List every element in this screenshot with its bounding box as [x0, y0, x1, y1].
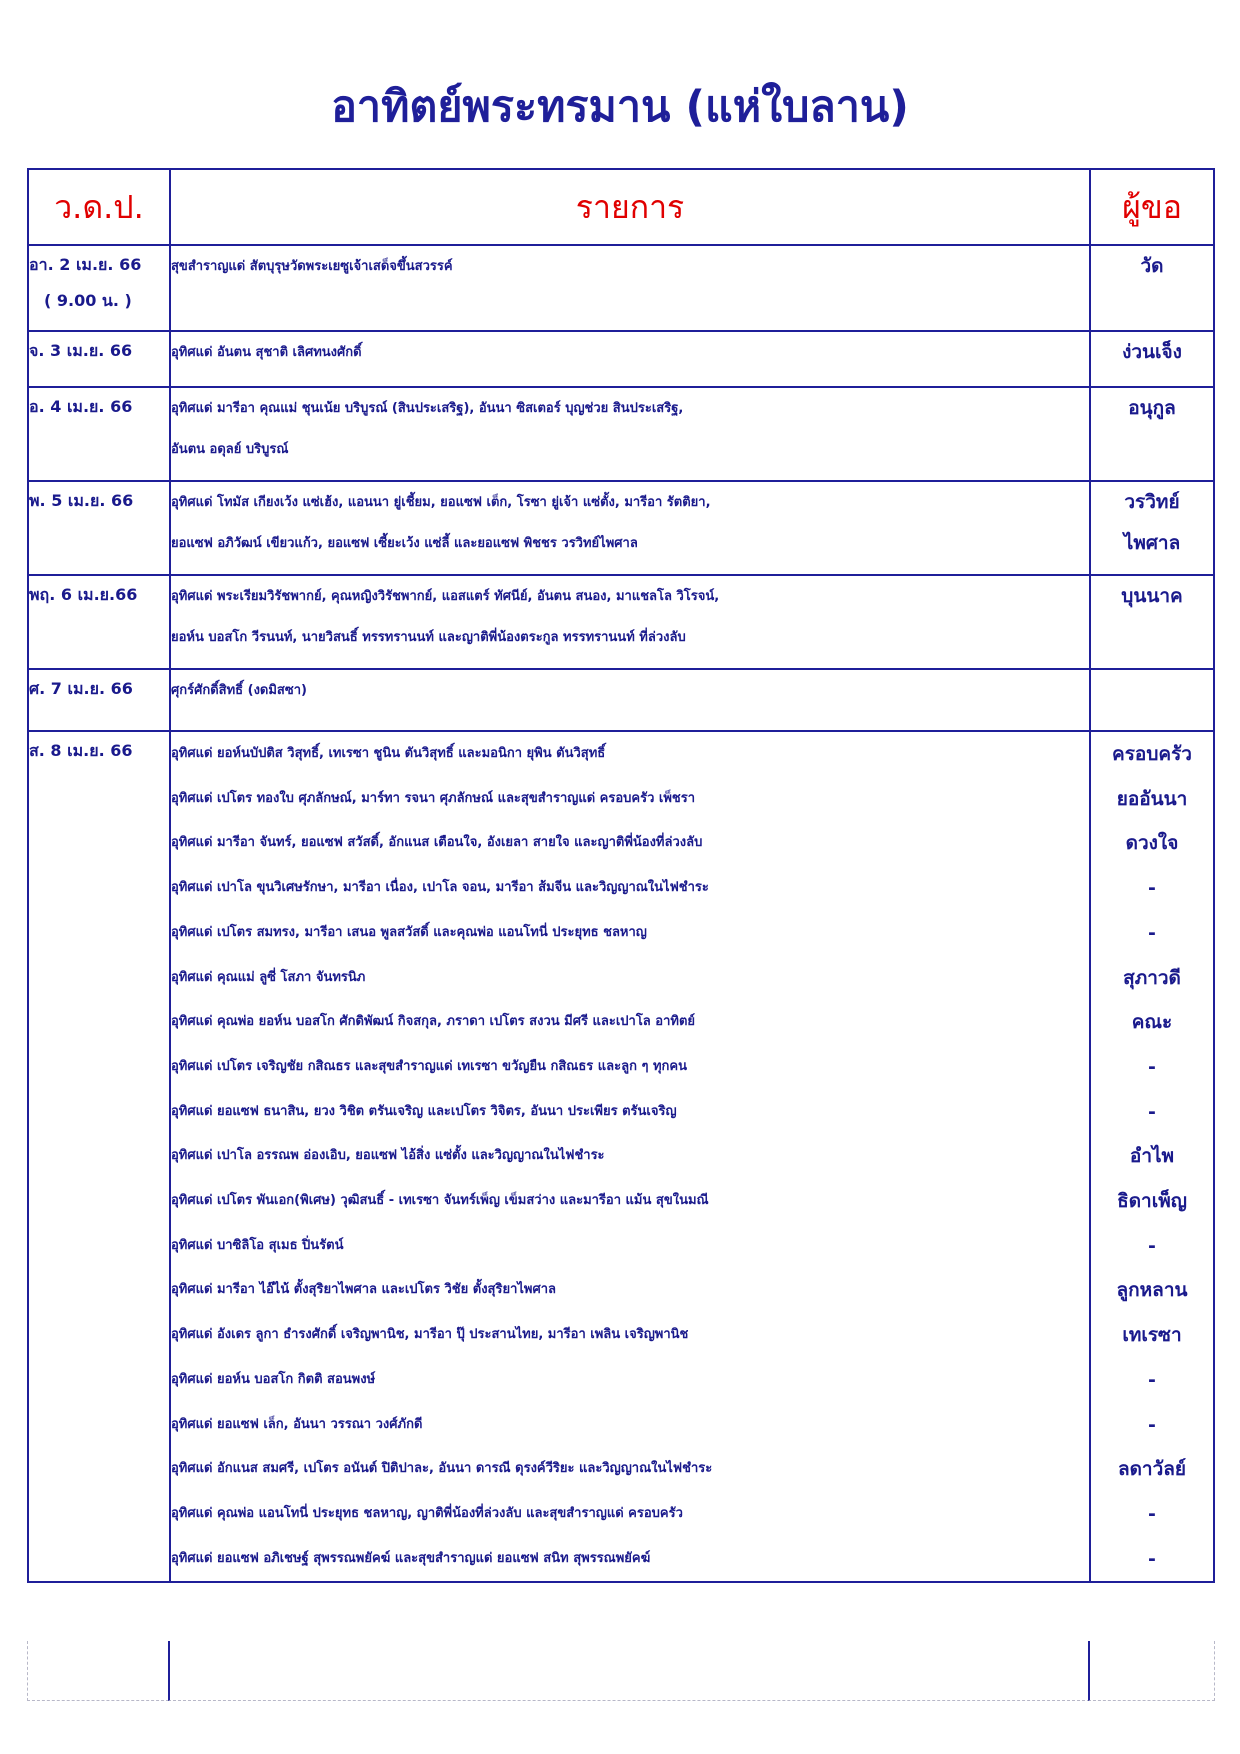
intention-line: อุทิศแด่ เปาโล อรรณพ อ่องเอิบ, ยอแซฟ ไอ้สิ่ง แซ่ตั้ง และวิญญาณในไฟชำระ — [171, 1148, 605, 1164]
table-row — [28, 245, 1214, 331]
row-requester — [1090, 669, 1214, 731]
requester-name: - — [1148, 1055, 1156, 1078]
header-date: ว.ด.ป. — [28, 169, 170, 245]
table-row — [28, 481, 1214, 575]
row-requester — [1090, 575, 1214, 669]
row-date — [28, 387, 170, 481]
intention-line: อันตน อดุลย์ บริบูรณ์ — [171, 442, 289, 457]
requester-name: วัด — [1140, 255, 1164, 277]
date-text: พ. 5 เม.ย. 66 — [29, 491, 134, 510]
row-date — [28, 669, 170, 731]
requester-name: ลดาวัลย์ — [1117, 1458, 1187, 1481]
requester-name: ธิดาเพ็ญ — [1117, 1190, 1187, 1213]
intention-line: อุทิศแด่ ยอห์น บอสโก กิตติ สอนพงษ์ — [171, 1371, 376, 1387]
intention-line: สุขสำราญแด่ สัตบุรุษวัดพระเยซูเจ้าเสด็จขึ้นสวรรค์ — [171, 259, 453, 274]
intention-line: อุทิศแด่ มารีอา ไอ๊ไน้ ตั้งสุริยาไพศาล และเปโตร วิชัย ตั้งสุริยาไพศาล — [171, 1282, 557, 1298]
row-date — [28, 731, 170, 1582]
table-body — [28, 245, 1214, 1582]
requester-name: อำไพ — [1129, 1145, 1175, 1168]
intention-line: อุทิศแด่ เปโตร สมทรง, มารีอา เสนอ พูลสวัสดิ์ และคุณพ่อ แอนโทนี่ ประยุทธ ชลหาญ — [171, 924, 647, 940]
intention-line: อุทิศแด่ เปโตร พันเอก(พิเศษ) วุฒิสนธิ์ - เทเรซา จันทร์เพ็ญ เข็มสว่าง และมารีอา แม้น สุขในมณี — [171, 1193, 709, 1209]
date-text: อ. 4 เม.ย. 66 — [29, 397, 133, 416]
intention-line: อุทิศแด่ เปโตร เจริญชัย กสิณธร และสุขสำราญแด่ เทเรซา ขวัญยืน กสิณธร และลูก ๆ ทุกคน — [171, 1058, 688, 1074]
mass-intentions-table — [27, 168, 1215, 1583]
requester-name: - — [1148, 1502, 1156, 1525]
row-items — [170, 481, 1090, 575]
row-items — [170, 387, 1090, 481]
requester-name: คณะ — [1131, 1011, 1173, 1034]
date-text: พฤ. 6 เม.ย.66 — [29, 585, 138, 604]
requester-name: ครอบครัว — [1112, 743, 1192, 765]
intention-line: ศุกร์ศักดิ์สิทธิ์ (งดมิสซา) — [171, 683, 307, 698]
intention-line: อุทิศแด่ เปาโล ขุนวิเศษรักษา, มารีอา เนื่อง, เปาโล จอน, มารีอา ส้มจีน และวิญญาณในไฟชำระ — [171, 880, 709, 896]
intention-line: อุทิศแด่ ยอห์นบัปติส วิสุทธิ์, เทเรซา ชูนิน ตันวิสุทธิ์ และมอนิกา ยุพิน ตันวิสุทธิ์ — [171, 746, 606, 761]
requester-name: ลูกหลาน — [1116, 1279, 1188, 1302]
intention-line: อุทิศแด่ คุณแม่ ลูซี่ โสภา จันทรนิภ — [171, 969, 366, 985]
empty-footer-row — [27, 1641, 1213, 1701]
requester-name: สุภาวดี — [1123, 966, 1181, 989]
intention-line: อุทิศแด่ บาซิลิโอ สุเมธ ปิ่นรัตน์ — [171, 1237, 344, 1253]
requester-name: - — [1148, 1100, 1156, 1123]
row-items — [170, 669, 1090, 731]
intention-line: อุทิศแด่ คุณพ่อ ยอห์น บอสโก ศักดิพัฒน์ กิจสกุล, ภราดา เปโตร สงวน มีศรี และเปาโล อาทิตย์ — [171, 1014, 696, 1030]
intention-line: อุทิศแด่ เปโตร ทองใบ ศุภลักษณ์, มาร์ทา รจนา ศุภลักษณ์ และสุขสำราญแด่ ครอบครัว เพ็ชรา — [171, 790, 696, 806]
requester-name: ดวงใจ — [1125, 832, 1179, 855]
date-text: จ. 3 เม.ย. 66 — [29, 341, 133, 360]
row-requester — [1090, 245, 1214, 331]
row-requester — [1090, 331, 1214, 387]
empty-cell-date — [27, 1641, 169, 1701]
intention-line: อุทิศแด่ โทมัส เกียงเว้ง แซ่เฮ้ง, แอนนา ยู่เชี้ยม, ยอแซฟ เต็ก, โรซา ยู่เจ้า แซ่ตั้ง, มารีอา รัตติยา, — [171, 495, 711, 510]
row-date — [28, 575, 170, 669]
requester-name: - — [1148, 1368, 1156, 1391]
intention-line: อุทิศแด่ อันตน สุชาติ เลิศทนงศักดิ์ — [171, 345, 362, 360]
intention-line: อุทิศแด่ พระเรียมวิรัชพากย์, คุณหญิงวิรัชพากย์, แอสแตร์ ทัศนีย์, อันตน สนอง, มาแชลโล วิโรจน์, — [171, 589, 720, 604]
table-row — [28, 575, 1214, 669]
intention-line: อุทิศแด่ ยอแซฟ ธนาสิน, ยวง วิชิต ตรันเจริญ และเปโตร วิจิตร, อันนา ประเพียร ตรันเจริญ — [171, 1103, 677, 1119]
requester-name: - — [1148, 1234, 1156, 1257]
empty-cell-requester — [1088, 1641, 1215, 1701]
table-row — [28, 669, 1214, 731]
row-date — [28, 245, 170, 331]
intention-line: อุทิศแด่ ยอแซฟ เล็ก, อันนา วรรณา วงศ์ภักดี — [171, 1416, 423, 1432]
requester-name: วรวิทย์ — [1124, 491, 1180, 513]
row-date — [28, 481, 170, 575]
requester-name: บุนนาค — [1121, 585, 1183, 607]
empty-cell-items — [168, 1641, 1090, 1701]
date-time-text: ( 9.00 น. ) — [44, 291, 132, 310]
requester-name: ไพศาล — [1123, 532, 1181, 554]
requester-name: - — [1148, 1413, 1156, 1436]
requester-name: - — [1148, 877, 1156, 900]
date-text: ศ. 7 เม.ย. 66 — [29, 679, 133, 698]
table-header-row — [28, 169, 1214, 245]
intention-line: อุทิศแด่ มารีอา คุณแม่ ชุนเน้ย บริบูรณ์ (สินประเสริฐ), อันนา ซิสเตอร์ บุญช่วย สินประเสริฐ, — [171, 401, 684, 416]
table-row — [28, 331, 1214, 387]
intention-line: อุทิศแด่ มารีอา จันทร์, ยอแซฟ สวัสดิ์, อักแนส เตือนใจ, อังเยลา สายใจ และญาติพี่น้องที่ล่วงลับ — [171, 835, 703, 851]
table-row — [28, 387, 1214, 481]
requester-name: ง่วนเจ็ง — [1122, 341, 1182, 363]
requester-name: เทเรซา — [1122, 1324, 1182, 1347]
row-requester — [1090, 731, 1214, 1582]
requester-name: - — [1148, 1547, 1156, 1570]
date-text: ส. 8 เม.ย. 66 — [29, 741, 133, 760]
row-items — [170, 245, 1090, 331]
table-row — [28, 731, 1214, 1582]
intention-line: อุทิศแด่ อักแนส สมศรี, เปโตร อนันต์ ปิติปาละ, อันนา ดารณี ดุรงค์วีริยะ และวิญญาณในไฟชำระ — [171, 1461, 713, 1477]
row-items — [170, 331, 1090, 387]
requester-name: ยออันนา — [1116, 787, 1188, 810]
page-title: อาทิตย์พระทรมาน (แห่ใบลาน) — [331, 82, 909, 132]
row-items — [170, 731, 1090, 1582]
intention-line: อุทิศแด่ ยอแซฟ อภิเชษฐ์ สุพรรณพยัคฆ์ และสุขสำราญแด่ ยอแซฟ สนิท สุพรรณพยัคฆ์ — [171, 1550, 651, 1566]
date-text: อา. 2 เม.ย. 66 — [29, 255, 142, 274]
header-items: รายการ — [170, 169, 1090, 245]
row-requester — [1090, 481, 1214, 575]
intention-line: อุทิศแด่ คุณพ่อ แอนโทนี่ ประยุทธ ชลหาญ, ญาติพี่น้องที่ล่วงลับ และสุขสำราญแด่ ครอบครัว — [171, 1505, 683, 1521]
row-date — [28, 331, 170, 387]
requester-name: อนุกูล — [1128, 397, 1176, 419]
row-requester — [1090, 387, 1214, 481]
intention-line: ยอห์น บอสโก วีรนนท์, นายวิสนธิ์ ทรรทรานนท์ และญาติพี่น้องตระกูล ทรรทรานนท์ ที่ล่วงลับ — [171, 630, 686, 645]
requester-name: - — [1148, 921, 1156, 944]
intention-line: ยอแซฟ อภิวัฒน์ เขียวแก้ว, ยอแซฟ เซี้ยะเว้ง แซ่ลี้ และยอแซฟ พิชชร วรวิทย์ไพศาล — [171, 536, 638, 551]
header-requester: ผู้ขอ — [1090, 169, 1214, 245]
row-items — [170, 575, 1090, 669]
intention-line: อุทิศแด่ อังเดร ลูกา ธำรงศักดิ์ เจริญพานิช, มารีอา ปุ๊ ประสานไทย, มารีอา เพลิน เจริญพานิช — [171, 1327, 689, 1343]
